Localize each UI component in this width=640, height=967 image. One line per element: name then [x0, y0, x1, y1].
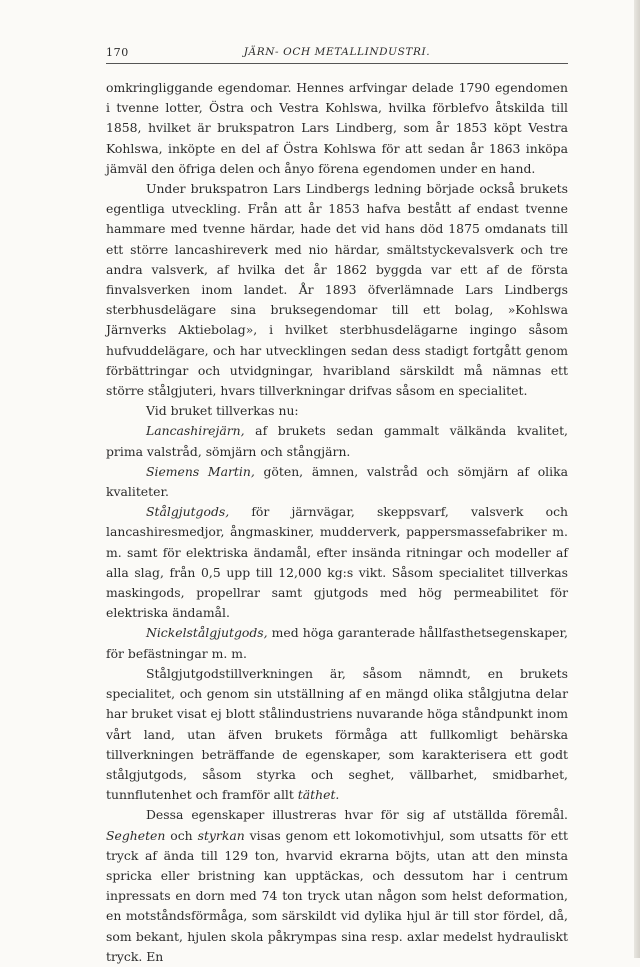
- paragraph-6: [106, 502, 568, 623]
- paragraph-5-text: göten, ämnen, valstråd och sömjärn af olika kvaliteter.: [106, 463, 568, 500]
- term-segheten: Segheten: [106, 827, 166, 843]
- paragraph-1: omkringliggande egendomar. Hennes arfvingar delade 1790 egendomen i tvenne lotter, Östra och Vestra Kohlswa, hvilka förblefvo åtskilda till 1858, hvilket är brukspatron Lars Lindberg, som år 1853 köpt Vestra Kohlswa, inköpte en del af Östra Kohlswa för att sedan år 1863 inköpa jämväl den öfriga delen och ånyo förena egendomen under en hand.: [106, 80, 568, 176]
- header-rule: [106, 63, 568, 64]
- paragraph-7: [106, 623, 568, 663]
- body-text: [106, 78, 568, 967]
- paragraph-9-text-b: och: [165, 827, 198, 843]
- paragraph-9: [106, 805, 568, 967]
- term-nickelstalgjutgods: Nickelstålgjutgods,: [146, 625, 268, 641]
- paragraph-3: Vid bruket tillverkas nu:: [146, 403, 299, 419]
- paragraph-2: Under brukspatron Lars Lindbergs ledning började också brukets egentliga utveckling. Från att år 1853 hafva bestått af endast tvenne hammare med tvenne härdar, hade det vid hans död 1875 omdanats till ett större lancashireverk med nio härdar, smältstyckevalsverk och tre andra valsverk, af hvilka det år 1862 byggda var ett af de första finvalsverken inom landet. År 1893 öfverlämnade Lars Lindbergs sterbhusdelägare sina bruksegendomar till ett bolag, »Kohlswa Järnverks Aktiebolag», i hvilket sterbhusdelägarne ingingo såsom hufvuddelägare, och har utvecklingen sedan dess stadigt fortgått genom förbättringar och utvidgningar, hvaribland särskildt må nämnas ett större stålgjuteri, hvars tillverkningar drifvas såsom en specialitet.: [106, 181, 568, 399]
- page-number: 170: [106, 46, 129, 59]
- running-title: JÄRN- OCH METALLINDUSTRI.: [243, 46, 431, 58]
- paragraph-7-text: med höga garanterade hållfasthetsegenskaper, för befästningar m. m.: [106, 625, 568, 661]
- paragraph-5: [106, 462, 568, 502]
- paragraph-8-text: Stålgjutgodstillverkningen är, såsom nämndt, en brukets specialitet, och genom sin utställning af en mängd olika stålgjutna delar har bruket visat ej blott stålindustriens nuvarande höga ståndpunkt inom vårt land, utan äfven brukets förmåga att fullkomligt behärska tillverkningen beträffande de egenskaper, som karakterisera ett godt stålgjutgods, såsom styrka och seghet, vällbarhet, smidbarhet, tunnflutenhet och framför allt: [106, 665, 568, 803]
- paragraph-6-text: för järnvägar, skeppsvarf, valsverk och lancashiresmedjor, ångmaskiner, mudderverk, pappersmassefabriker m. m. samt för elektriska ändamål, efter insända ritningar och modeller af alla slag, från 0,5 upp till 12,000 kg:s vikt. Såsom specialitet tillverkas maskingods, propellrar samt gjutgods med hög permeabilitet för elektriska ändamål.: [106, 504, 568, 621]
- term-lancashirejarn: Lancashirejärn,: [146, 423, 245, 439]
- term-siemens-martin: Siemens Martin,: [146, 463, 255, 479]
- term-stalgjutgods: Stålgjutgods,: [146, 504, 230, 520]
- term-tathet: täthet.: [297, 787, 340, 803]
- paragraph-9-text-a: Dessa egenskaper illustreras hvar för sig af utställda föremål.: [146, 807, 568, 823]
- paragraph-9-text-c: visas genom ett lokomotivhjul, som utsatts för ett tryck af ända till 129 ton, hvarvid ekrarna böjts, utan att den minsta spricka eller bristning kan upptäckas, och dessutom har i centrum inpressats en dorn med 74 ton tryck utan någon som helst deformation, en motståndsförmåga, som särskildt vid dylika hjul är till stor fördel, då, som bekant, hjulen skola påkrympas sina resp. axlar medelst hydrauliskt tryck. En: [106, 827, 569, 964]
- page-edge-shadow: [634, 0, 640, 958]
- paragraph-8: [106, 664, 568, 805]
- page-header: [106, 44, 568, 64]
- paragraph-4-text: af brukets sedan gammalt välkända kvalitet, prima valstråd, sömjärn och stångjärn.: [106, 423, 568, 459]
- term-styrkan: styrkan: [197, 827, 245, 843]
- paragraph-4: [106, 421, 568, 461]
